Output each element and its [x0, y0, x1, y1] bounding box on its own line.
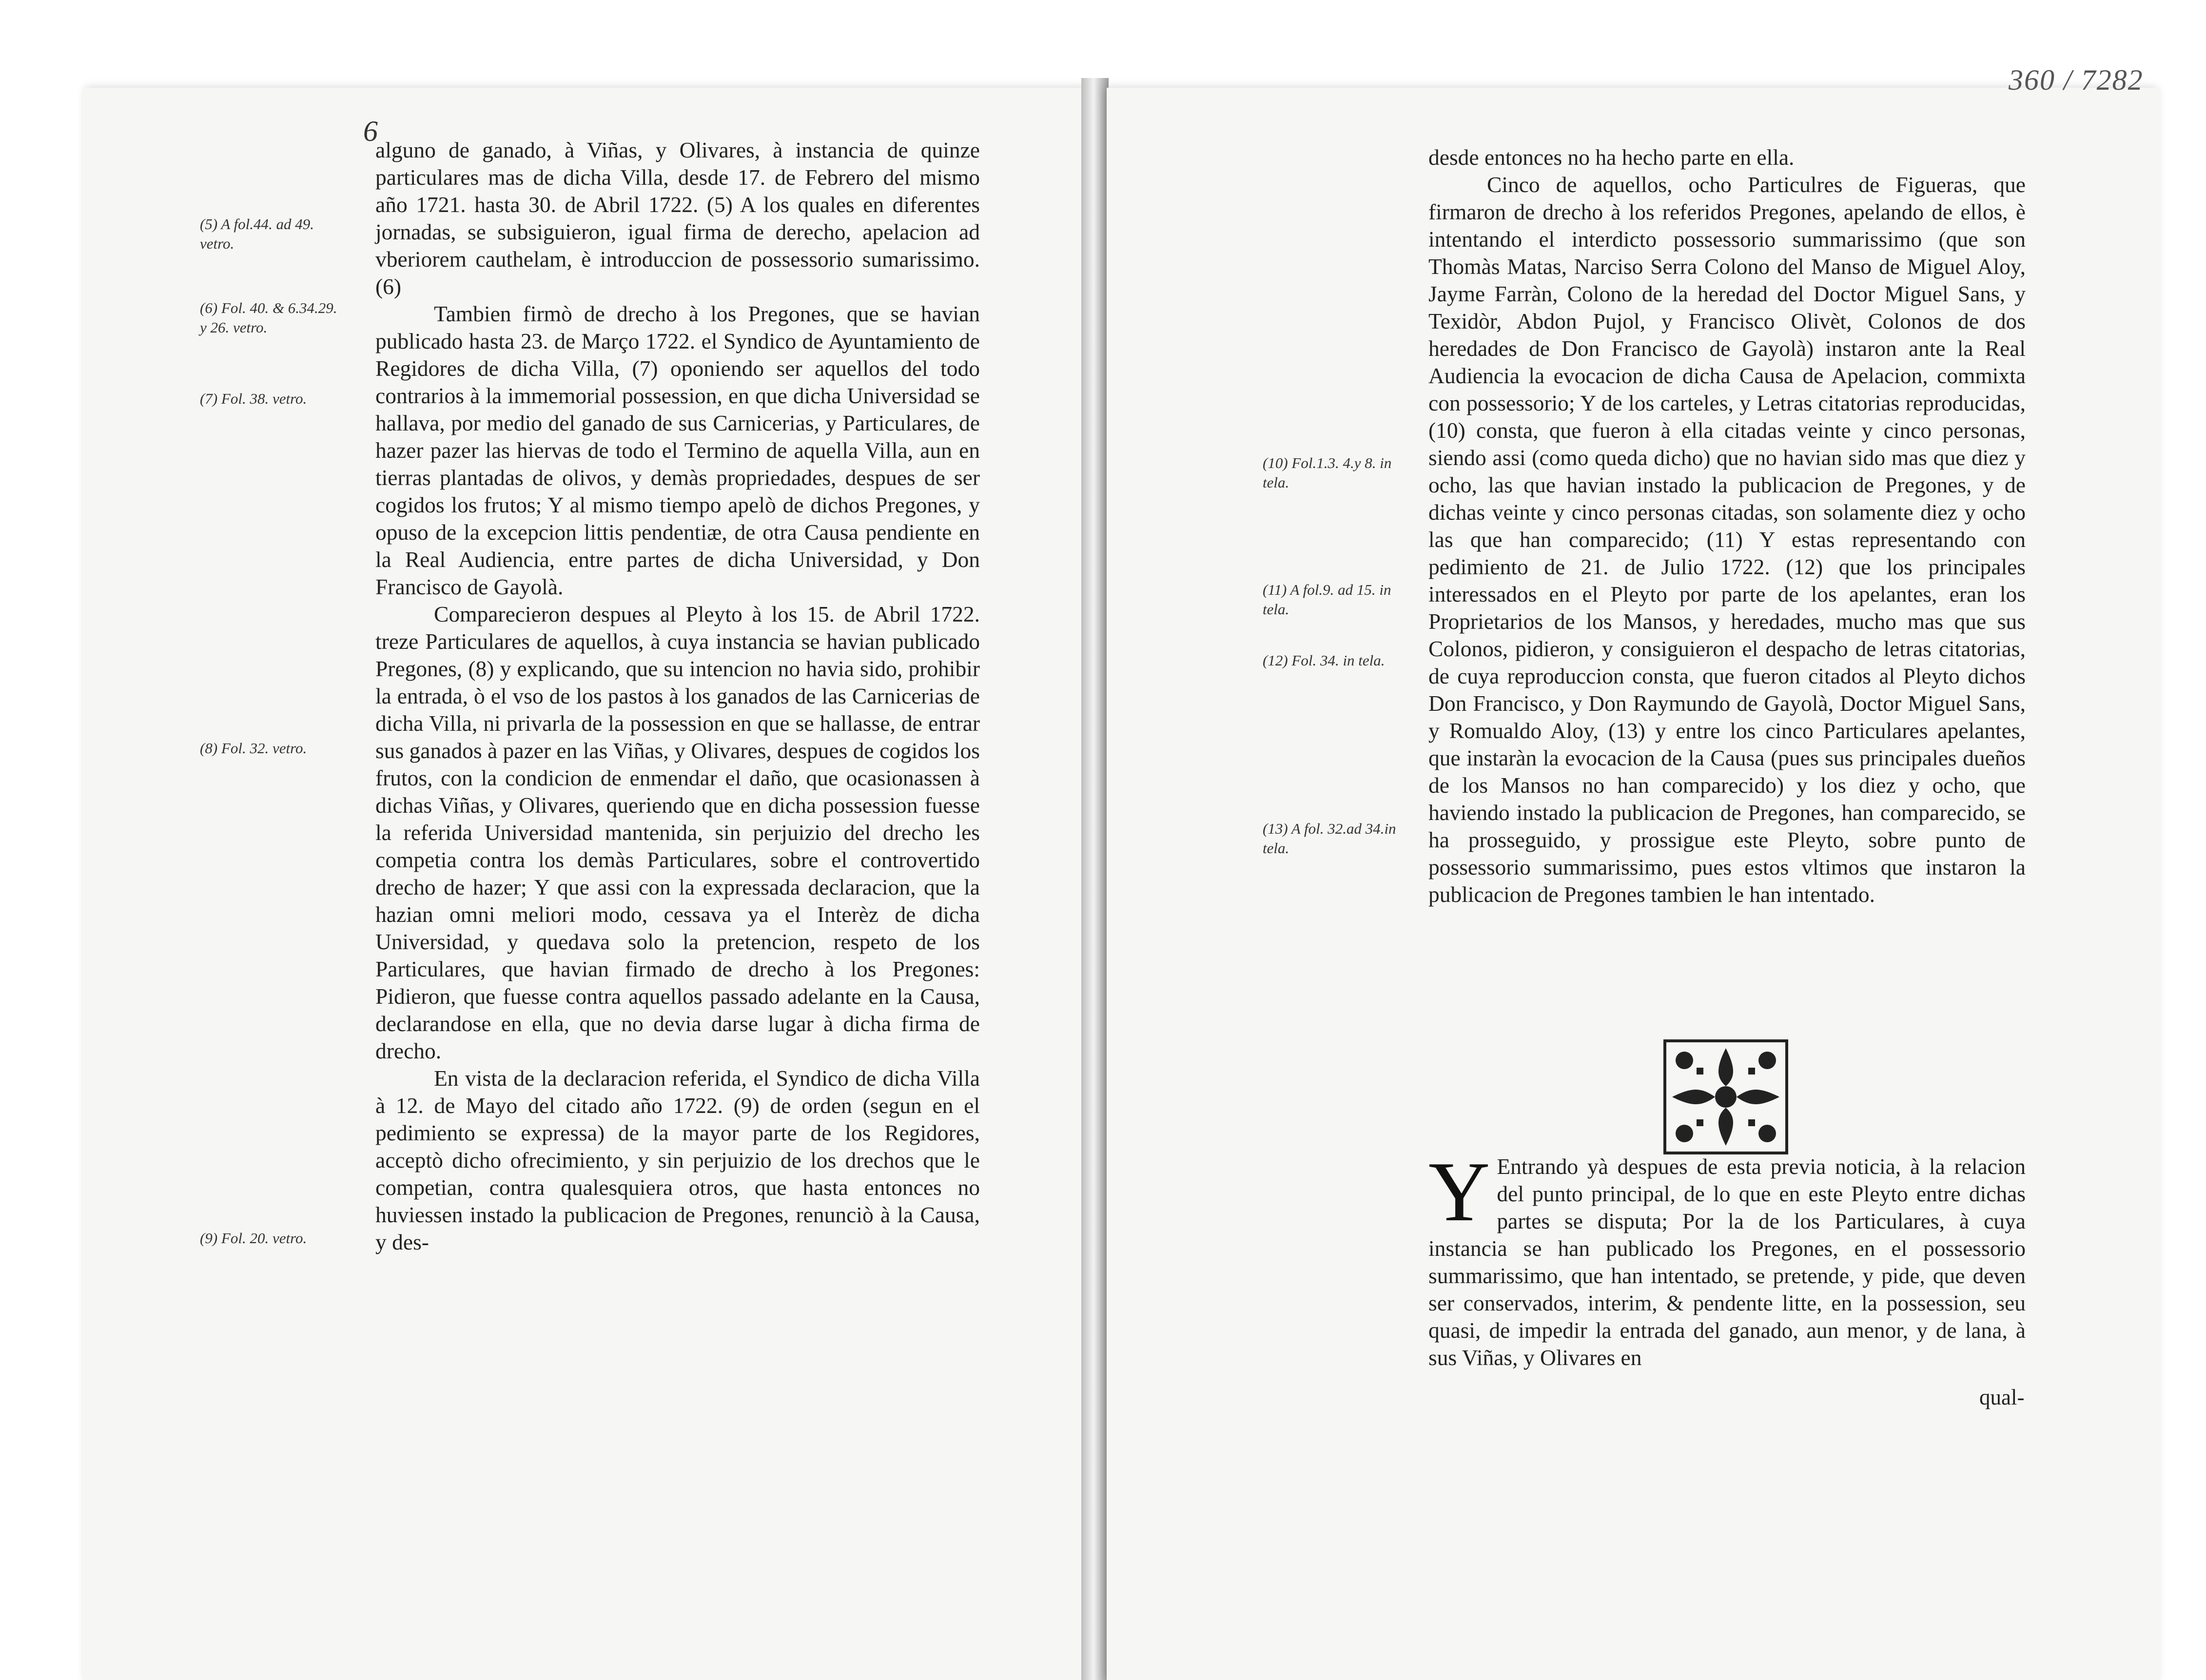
page-number: 6 [363, 115, 378, 147]
left-text-column [375, 137, 980, 1256]
margin-note-7: (7) Fol. 38. vetro. [200, 390, 307, 407]
right-paragraph-1: desde entonces no ha hecho parte en ella. [1428, 145, 1795, 170]
margin-note-11: (11) A fol.9. ad 15. in tela. [1263, 581, 1391, 618]
book-gutter [1081, 78, 1109, 1680]
margin-note-5: (5) A fol.44. ad 49. vetro. [200, 215, 314, 252]
catchword: qual- [1979, 1385, 2025, 1409]
margin-note-6: (6) Fol. 40. & 6.34.29. y 26. vetro. [200, 299, 337, 336]
left-paragraph-2: Tambien firmò de drecho à los Pregones, que se havian publicado hasta 23. de Março 1722. el Syndico de Ayuntamiento de Regidores de dicha Villa, (7) oponiendo ser aquellos del todo contrarios à la immemorial possession, en que dicha Universidad se hallava, por medio del ganado de sus Carnicerias, y Particulares, de hazer pazer las hiervas de todo el Termino de aquella Villa, aun en tierras plantadas de olivos, y demàs propriedades, despues de ser cogidos los frutos; Y al mismo tiempo apelò de dichos Pregones, y opuso de la excepcion littis pendentiæ, de otra Causa pendiente en la Real Audiencia, entre partes de dicha Universidad, y Don Francisco de Gayolà. [375, 301, 980, 599]
left-paragraph-1: alguno de ganado, à Viñas, y Olivares, à instancia de quinze particulares mas de dicha Villa, desde 17. de Febrero del mismo año 1721. hasta 30. de Abril 1722. (5) A los quales en diferentes jornadas, se subsiguieron, igual firma de derecho, apelacion ad vberiorem cauthelam, è introduccion de possessorio sumarissimo. (6) [375, 137, 980, 299]
margin-note-9: (9) Fol. 20. vetro. [200, 1230, 307, 1247]
margin-note-12: (12) Fol. 34. in tela. [1263, 652, 1385, 669]
drop-cap: Y [1428, 1144, 1490, 1239]
printer-ornament-icon [1662, 1038, 1789, 1155]
margin-note-13: (13) A fol. 32.ad 34.in tela. [1263, 820, 1396, 857]
right-paragraph-3 [1428, 1144, 2026, 1371]
right-paragraph-3-text: Entrando yà despues de esta previa noticia, à la relacion del punto principal, de lo que en este Pleyto entre dichas partes se disputa; Por la de los Particulares, à cuya instancia se han publicado los Pregones, en el possessorio summarissimo, que han intentado, se pretende, y pide, que deven ser conservados, interim, & pendente litte, en la possession, seu quasi, de impedir la entrada del ganado, aun menor, y de lana, à sus Viñas, y Olivares en [1428, 1154, 2026, 1370]
margin-note-10: (10) Fol.1.3. 4.y 8. in tela. [1263, 454, 1392, 491]
right-paragraph-2: Cinco de aquellos, ocho Particulres de Figueras, que firmaron de drecho à los referidos Pregones, apelando de ellos, è intentando el interdicto possessorio summarissimo (que son Thomàs Matas, Narciso Serra Colono del Manso de Miguel Aloy, Jayme Farràn, Colono de la heredad del Doctor Miguel Sans, y Texidòr, Abdon Pujol, y Francisco Olivèt, Colonos de dos heredades de Don Francisco de Gayolà) instaron ante la Real Audiencia la evocacion de dicha Causa de Apelacion, commixta con possessorio; Y de los carteles, y Letras citatorias reproducidas, (10) consta, que fueron à ella citadas veinte y cinco personas, siendo assi (como queda dicho) que no havian sido mas que diez y ocho, las que havian instado la publicacion de Pregones, y de dichas veinte y cinco personas citadas, son solamente diez y ocho las que han comparecido; (11) Y estas representando con pedimiento de 21. de Julio 1722. (12) que los principales interessados en el Pleyto por parte de los apelantes, eran los Proprietarios de los Mansos, y heredades, mucho mas que sus Colonos, pidieron, y consiguieron el despacho de letras citatorias, de cuya reproduccion consta, que fueron citados al Pleyto dichos Don Francisco, y Don Raymundo de Gayolà, Doctor Miguel Sans, y Romualdo Aloy, (13) y entre los cinco Particulares apelantes, que instaràn la evocacion de la Causa (pues sus principales dueños de los Mansos no han comparecido) y los diez y ocho, que haviendo instado la publicacion de Pregones, han comparecido, se ha prosseguido, y prossigue este Pleyto, sobre punto de possessorio summarissimo, pues estos vltimos que instaron la publicacion de Pregones tambien le han intentado. [1428, 172, 2026, 907]
right-final-section [1428, 1144, 2026, 1371]
left-paragraph-4: En vista de la declaracion referida, el Syndico de dicha Villa à 12. de Mayo del citado año 1722. (9) de orden (segun en el pedimiento se expressa) de la mayor parte de los Regidores, acceptò dicho ofrecimiento, y sin perjuizio de los drechos que le competian, contra qualesquiera otros, que hasta entonces no huviessen instado la publicacion de Pregones, renunciò à la Causa, y des- [375, 1066, 980, 1254]
foliation-mark: 360 / 7282 [2009, 64, 2144, 96]
left-paragraph-3: Comparecieron despues al Pleyto à los 15. de Abril 1722. treze Particulares de aquellos, à cuya instancia se havian publicado Pregones, (8) y explicando, que su intencion no havia sido, prohibir la entrada, ò el vso de los pastos à los ganados de las Carnicerias de dicha Villa, ni privarla de la possession en que se hallasse, de entrar sus ganados à pazer en las Viñas, y Olivares, despues de cogidos los frutos, con la condicion de enmendar el daño, que ocasionassen à dichas Viñas, y Olivares, queriendo que en dicha possession fuesse la referida Universidad mantenida, sin perjuizio del drecho les competia contra los demàs Particulares, sobre el controvertido drecho de hazer; Y que assi con la expressada declaracion, que la hazian omni meliori modo, cessava ya el Interèz de dicha Universidad, y quedava solo la pretencion, respeto de los Particulares, que havian firmado de drecho à los Pregones: Pidieron, que fuesse contra aquellos passado adelante en la Causa, declarandose en ella, que no devia darse lugar à dicha firma de drecho. [375, 602, 980, 1063]
right-text-column [1428, 144, 2026, 908]
margin-note-8: (8) Fol. 32. vetro. [200, 740, 307, 757]
